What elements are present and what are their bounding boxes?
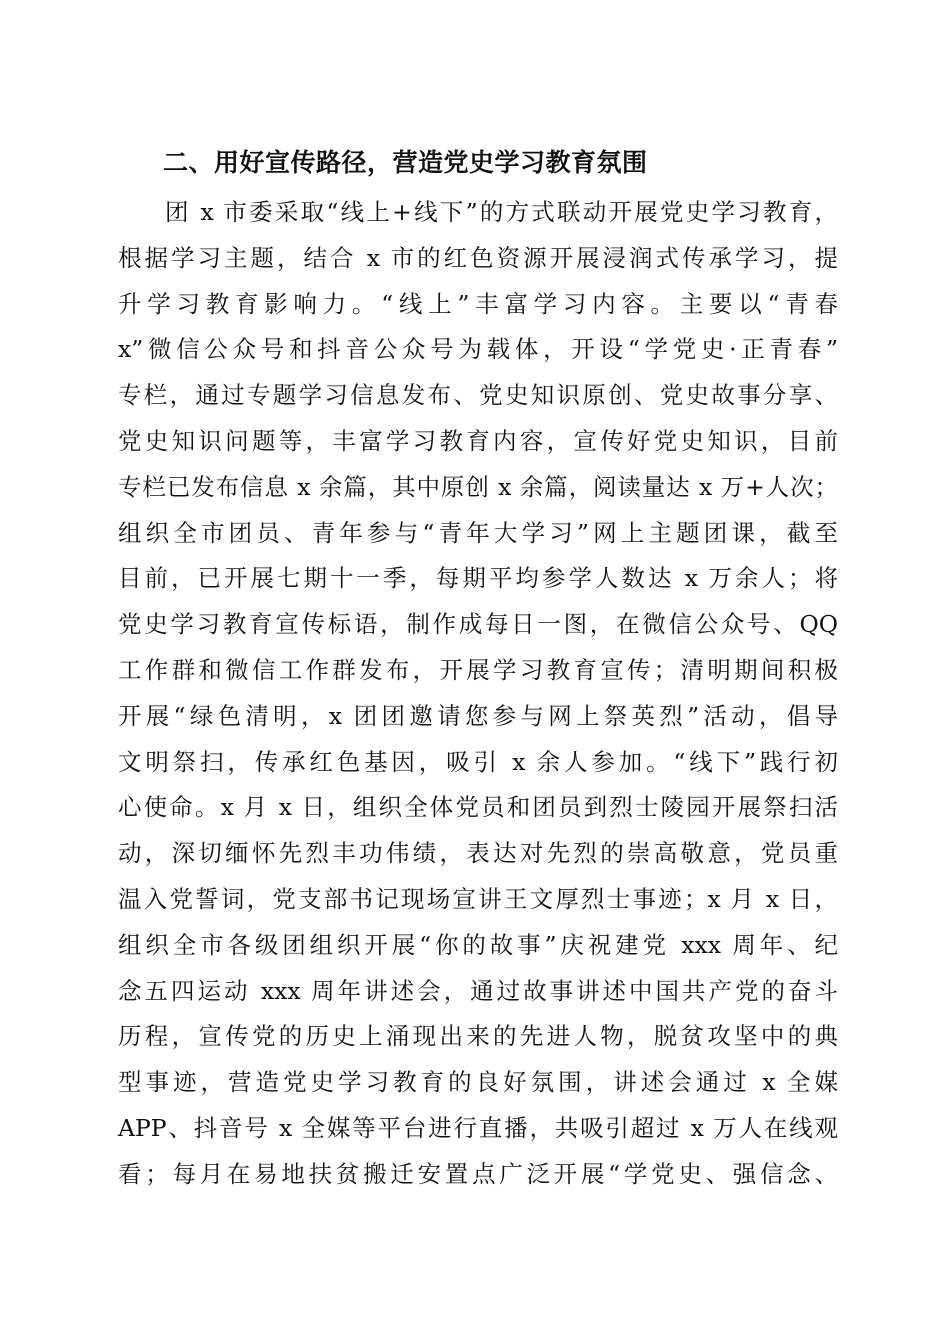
text-line: 开展“绿色清明，x 团团邀请您参与网上祭英烈”活动，倡导	[118, 701, 838, 730]
text-line: 工作群和微信工作群发布，开展学习教育宣传；清明期间积极	[118, 655, 838, 684]
text-line: 看；每月在易地扶贫搬迁安置点广泛开展“学党史、强信念、	[118, 1159, 838, 1188]
text-line: 专栏，通过专题学习信息发布、党史知识原创、党史故事分享、	[118, 381, 838, 410]
text-line: 根据学习主题，结合 x 市的红色资源开展浸润式传承学习，提	[118, 243, 838, 272]
text-line: 党史学习教育宣传标语，制作成每日一图，在微信公众号、QQ	[118, 610, 838, 639]
text-line: 文明祭扫，传承红色基因，吸引 x 余人参加。“线下”践行初	[118, 747, 838, 776]
text-line: 党史知识问题等，丰富学习教育内容，宣传好党史知识，目前	[118, 426, 838, 455]
text-line: 念五四运动 xxx 周年讲述会，通过故事讲述中国共产党的奋斗	[118, 976, 838, 1005]
body-paragraph	[118, 190, 838, 1198]
section-heading: 二、用好宣传路径，营造党史学习教育氛围	[163, 148, 648, 177]
text-line: 动，深切缅怀先烈丰功伟绩，表达对先烈的崇高敬意，党员重	[118, 839, 838, 868]
text-line: 目前，已开展七期十一季，每期平均参学人数达 x 万余人；将	[118, 564, 838, 593]
text-line: 组织全市各级团组织开展“你的故事”庆祝建党 xxx 周年、纪	[118, 930, 838, 959]
text-line: 型事迹，营造党史学习教育的良好氛围，讲述会通过 x 全媒	[118, 1068, 838, 1097]
text-line: 组织全市团员、青年参与“青年大学习”网上主题团课，截至	[118, 518, 838, 547]
text-line: 历程，宣传党的历史上涌现出来的先进人物，脱贫攻坚中的典	[118, 1022, 838, 1051]
text-line: 心使命。x 月 x 日，组织全体党员和团员到烈士陵园开展祭扫活	[118, 793, 838, 822]
text-line: 专栏已发布信息 x 余篇，其中原创 x 余篇，阅读量达 x 万+人次；	[118, 472, 838, 501]
text-line: 团 x 市委采取“线上+线下”的方式联动开展党史学习教育，	[165, 198, 838, 226]
text-line: 升学习教育影响力。“线上”丰富学习内容。主要以“青春	[118, 289, 838, 318]
text-line: x”微信公众号和抖音公众号为载体，开设“学党史·正青春”	[118, 335, 838, 364]
text-line: APP、抖音号 x 全媒等平台进行直播，共吸引超过 x 万人在线观	[118, 1113, 838, 1142]
text-line: 温入党誓词，党支部书记现场宣讲王文厚烈士事迹；x 月 x 日，	[118, 884, 838, 913]
